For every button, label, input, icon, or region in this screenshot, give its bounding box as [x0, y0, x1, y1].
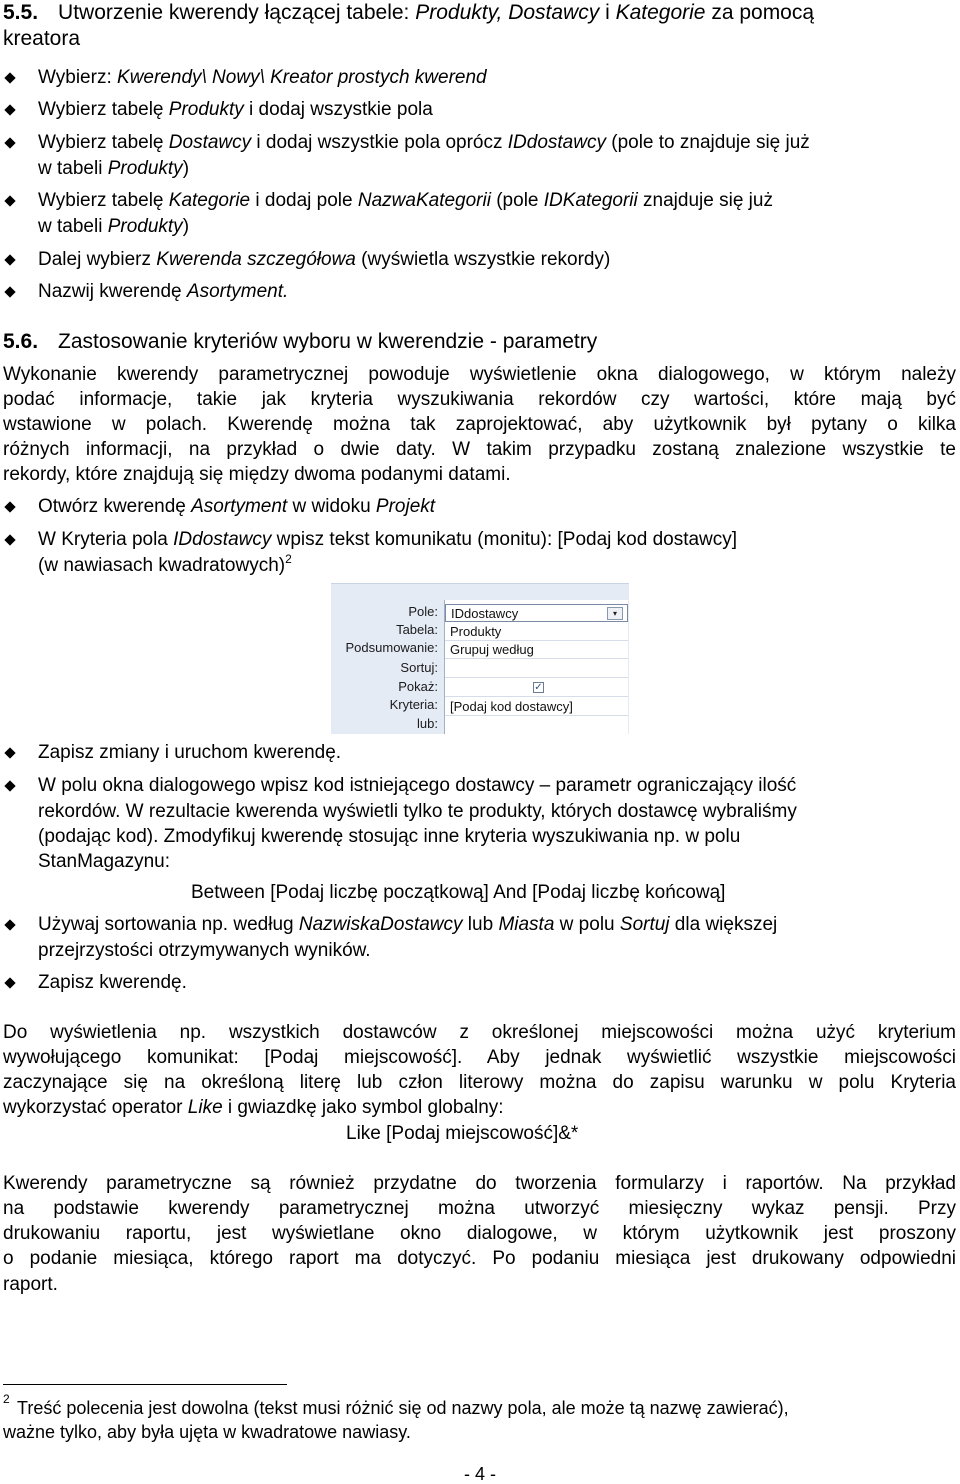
field-cell[interactable] [445, 604, 628, 622]
chevron-down-icon[interactable]: ▾ [607, 607, 623, 620]
text: (w nawiasach kwadratowych) [38, 555, 286, 576]
paragraph-line: Kwerendy parametryczne są również przydatne do tworzenia formularzy i raportów. Na przykład [3, 1173, 956, 1194]
footnote-text: Treść polecenia jest dowolna (tekst musi różnić się od nazwy pola, ale może tą nazwę zawierać), [17, 1398, 789, 1418]
italic-text: Kategorie [168, 190, 251, 211]
text: (pole [490, 190, 544, 211]
text: i dodaj pole [250, 190, 358, 211]
show-checkbox[interactable]: ✓ [534, 682, 543, 693]
text: dla większej [669, 914, 778, 935]
grid-label-show: Pokaż: [398, 679, 438, 694]
list-item-continuation: StanMagazynu: [38, 851, 171, 872]
bullet-icon [4, 919, 15, 930]
text: w polu [554, 914, 620, 935]
grid-label-sort: Sortuj: [400, 660, 438, 675]
text: wpisz tekst komunikatu (monitu): [Podaj kod dostawcy] [271, 529, 738, 550]
grid-label-or: lub: [417, 716, 438, 731]
paragraph-line: Wykonanie kwerendy parametrycznej powoduje wyświetlenie okna dialogowego, w którym należy [3, 364, 956, 385]
italic-text: IDdostawcy [507, 132, 606, 153]
paragraph-line: podać informacje, takie jak kryteria wyszukiwania rekordów czy wartości, które mają być [3, 389, 956, 410]
bullet-icon [4, 286, 15, 297]
field-value: IDdostawcy [451, 606, 519, 621]
list-item [38, 247, 610, 272]
text: (pole to znajduje się już [605, 132, 810, 153]
list-item [38, 494, 435, 519]
list-item-continuation [38, 553, 292, 578]
list-item [38, 912, 777, 937]
italic-text: Sortuj [619, 914, 670, 935]
text: (wyświetla wszystkie rekordy) [355, 249, 611, 270]
text: i gwiazdkę jako symbol globalny: [222, 1097, 504, 1118]
list-item-continuation [38, 214, 189, 239]
page-number: - 4 - [463, 1464, 496, 1484]
sort-cell[interactable] [445, 660, 628, 678]
query-design-grid-screenshot [331, 583, 629, 734]
heading-italic: Produkty, Dostawcy [415, 1, 600, 24]
text: W Kryteria pola [38, 529, 174, 550]
footnote-separator [3, 1384, 287, 1385]
text: i dodaj wszystkie pola [243, 99, 433, 120]
italic-text: IDKategorii [543, 190, 638, 211]
list-item [38, 279, 288, 304]
text: ) [182, 158, 190, 179]
text: znajduje się już [637, 190, 773, 211]
text: w tabeli [38, 216, 108, 237]
italic-text: Dostawcy [168, 132, 252, 153]
paragraph-line: drukowaniu raportu, jest wyświetlane okno dialogowe, w którym użytkownik jest proszony [3, 1223, 956, 1244]
italic-text: NazwiskaDostawcy [298, 914, 463, 935]
list-item-continuation [38, 156, 189, 181]
text: Dalej wybierz [38, 249, 157, 270]
paragraph-line [3, 1095, 504, 1120]
bullet-icon [4, 780, 15, 791]
footnote-text: ważne tylko, aby była ujęta w kwadratowe nawiasy. [3, 1422, 411, 1442]
paragraph-line: rekordy, które znajdują się między dwoma podanymi datami. [3, 464, 511, 485]
grid-label-total: Podsumowanie: [345, 640, 438, 655]
grid-label-criteria: Kryteria: [389, 697, 438, 712]
grid-label-field: Pole: [408, 604, 438, 619]
italic-text: Produkty [168, 99, 244, 120]
paragraph-line: raport. [3, 1274, 58, 1295]
bullet-icon [4, 977, 15, 988]
italic-text: Miasta [498, 914, 555, 935]
list-item: Zapisz zmiany i uruchom kwerendę. [38, 742, 342, 763]
paragraph-line: wywołującego komunikat: [Podaj miejscowość]. Aby jednak wyświetlić wszystkie miejscowości [3, 1047, 956, 1068]
paragraph-line: różnych informacji, na przykład o dwie daty. W takim przypadku zostaną znalezione wszystkie te [3, 439, 956, 460]
italic-text: Produkty [107, 158, 183, 179]
list-item: W polu okna dialogowego wpisz kod istniejącego dostawcy – parametr ograniczający ilość [38, 775, 797, 796]
text: Wybierz: [38, 67, 118, 88]
text: wykorzystać operator [3, 1097, 188, 1118]
italic-text: Like [187, 1097, 223, 1118]
footnote-number: 2 [3, 1392, 10, 1406]
list-item [38, 97, 433, 122]
list-item-continuation: przejrzystości otrzymywanych wyników. [38, 940, 371, 961]
text: Nazwij kwerendę [38, 281, 187, 302]
text: Używaj sortowania np. według [38, 914, 299, 935]
grid-label-table: Tabela: [396, 622, 438, 637]
italic-text: Projekt [375, 496, 436, 517]
paragraph-line: na podstawie kwerendy parametrycznej można utworzyć miesięczny wykaz pensji. Przy [3, 1198, 956, 1219]
text: ) [182, 216, 190, 237]
text: Wybierz tabelę [38, 190, 169, 211]
paragraph-line: zaczynające się na określoną literę lub człon literowy można do zapisu warunku w polu Kryteria [3, 1072, 956, 1093]
paragraph-line: Do wyświetlenia np. wszystkich dostawców z określonej miejscowości można użyć kryterium [3, 1022, 956, 1043]
bullet-icon [4, 137, 15, 148]
text: w widoku [287, 496, 376, 517]
list-item-continuation: (podając kod). Zmodyfikuj kwerendę stosując inne kryteria wyszukiwania np. w polu [38, 826, 741, 847]
total-cell[interactable]: Grupuj według [445, 641, 628, 659]
or-cell[interactable] [445, 716, 628, 734]
italic-text: Produkty [107, 216, 183, 237]
formula-like: Like [Podaj miejscowość]&* [346, 1123, 579, 1144]
text: Otwórz kwerendę [38, 496, 192, 517]
bullet-icon [4, 747, 15, 758]
paragraph-line: o podanie miesiąca, którego raport ma dotyczyć. Po podaniu miesiąca jest drukowany odpowiedni [3, 1248, 956, 1269]
section-number: 5.6. [3, 330, 39, 353]
section-5-6-heading [3, 329, 597, 355]
bullet-icon [4, 195, 15, 206]
list-item [38, 130, 810, 155]
bullet-icon [4, 254, 15, 265]
italic-text: Asortyment [191, 496, 288, 517]
footnote-reference: 2 [285, 552, 292, 566]
criteria-cell[interactable]: [Podaj kod dostawcy] [445, 698, 628, 716]
heading-text: Zastosowanie kryteriów wyboru w kwerendzie - parametry [58, 330, 598, 353]
heading-text: Utworzenie kwerendy łączącej tabele: [58, 1, 416, 24]
text: lub [462, 914, 499, 935]
paragraph-line: wstawione w polach. Kwerendę można tak zaprojektować, aby użytkownik był pytany o kilka [3, 414, 956, 435]
show-cell[interactable] [445, 679, 628, 697]
list-item: Zapisz kwerendę. [38, 972, 187, 993]
bullet-icon [4, 104, 15, 115]
bullet-icon [4, 501, 15, 512]
grid-column [444, 600, 628, 734]
section-5-5-heading [3, 0, 814, 26]
text: Wybierz tabelę [38, 99, 169, 120]
section-5-5-heading-line2: kreatora [3, 27, 81, 50]
text: i dodaj wszystkie pola oprócz [251, 132, 508, 153]
heading-text: za pomocą [705, 1, 815, 24]
text: w tabeli [38, 158, 108, 179]
bullet-icon [4, 72, 15, 83]
table-cell[interactable]: Produkty [445, 623, 628, 641]
list-item [38, 188, 773, 213]
heading-text: i [599, 1, 616, 24]
italic-text: NazwaKategorii [357, 190, 491, 211]
list-item [38, 65, 487, 90]
italic-text: Kwerenda szczegółowa [156, 249, 356, 270]
list-item-continuation: rekordów. W rezultacie kwerenda wyświetli tylko te produkty, których dostawcę wybraliśmy [38, 801, 797, 822]
italic-text: IDdostawcy [173, 529, 272, 550]
section-number: 5.5. [3, 1, 39, 24]
bullet-icon [4, 534, 15, 545]
list-item [38, 527, 737, 552]
italic-text: Asortyment. [186, 281, 289, 302]
formula-between: Between [Podaj liczbę początkową] And [Podaj liczbę końcową] [191, 882, 726, 903]
italic-text: Kwerendy\ Nowy\ Kreator prostych kwerend [117, 67, 487, 88]
heading-italic: Kategorie [615, 1, 706, 24]
text: Wybierz tabelę [38, 132, 169, 153]
